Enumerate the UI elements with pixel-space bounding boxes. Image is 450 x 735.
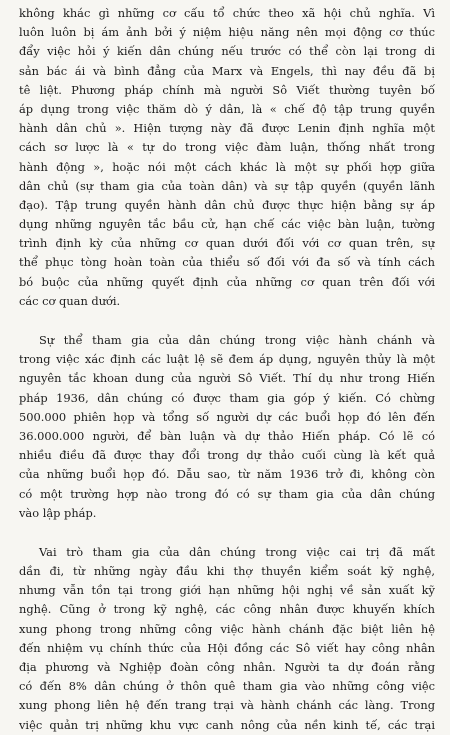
text-line: Vai trò tham gia của dân chúng trong việc cai trị đã mất <box>39 544 435 559</box>
text-line: đẩy việc hỏi ý kiến dân chúng nếu trước có thể còn lại trong di <box>19 44 435 59</box>
text-line: nhưng vẫn tồn tại trong giới hạn những hội nghị về sản xuất kỹ <box>19 583 435 598</box>
paragraph-1 <box>19 4 435 311</box>
text-line: của những buổi họp đó. Dẫu sao, từ năm 1936 trở đi, không còn <box>19 467 435 482</box>
text-line: dần đi, từ những ngày đầu khi thợ thuyền kiểm soát kỹ nghệ, <box>19 564 435 579</box>
text-line: Sự thể tham gia của dân chúng trong việc hành chánh và <box>39 333 435 347</box>
text-line: trình định kỳ của những cơ quan dưới đối với cơ quan trên, sự <box>19 236 435 251</box>
paragraph-3 <box>19 543 435 735</box>
text-line: địa phương và Nghiệp đoàn công nhân. Người ta dự đoán rằng <box>19 660 435 674</box>
text-line: nghệ. Cũng ở trong kỹ nghệ, các công nhân được khuyến khích <box>19 602 435 617</box>
text-line: bó buộc của những quyết định của những cơ quan trên đối với <box>19 274 435 289</box>
text-line: sản bác ái và bình đẳng của Marx và Engels, thì nay đều đã bị <box>19 63 435 78</box>
text-line: trong việc xác định các luật lệ sẽ đem áp dụng, nguyên thủy là một <box>19 352 435 367</box>
text-line: dân chủ (sự tham gia của toàn dân) và sự tập quyền (quyền lãnh <box>19 178 435 193</box>
text-line: thể phục tòng hoàn toàn của thiểu số đối với đa số và tính cách <box>19 255 435 270</box>
text-line: áp dụng trong việc thăm dò ý dân, là « chế độ tập trung quyền <box>19 101 435 116</box>
text-line: xung phong trong những công việc hành chánh đặc biệt liên hệ <box>19 621 435 636</box>
text-line: việc quản trị những khu vực canh nông của nền kinh tế, các trại <box>19 717 435 732</box>
text-line: đến nhiệm vụ chính thức của Hội đồng các Sô viết hay công nhân <box>19 640 435 655</box>
paragraph-2 <box>19 331 435 523</box>
text-line: hành dân chủ ». Hiện tượng này đã được Lenin định nghĩa một <box>19 121 435 136</box>
text-line: không khác gì những cơ cấu tổ chức theo xã hội chủ nghĩa. Vì <box>19 6 435 20</box>
text-line: tê liệt. Phương pháp chính mà người Sô Viết thường tuyên bố <box>19 82 435 97</box>
text-line: vào lập pháp. <box>19 505 97 520</box>
text-line: nhiều điều đã được thay đổi trong dự thảo cuối cùng là kết quả <box>19 448 435 463</box>
text-line: đạo). Tập trung quyền hành dân chủ được thực hiện bằng sự áp <box>19 197 435 212</box>
text-line: nguyên tắc khoan dung của người Sô Viết. Thí dụ như trong Hiến <box>19 371 435 386</box>
text-line: có đến 8% dân chúng ở thôn quê tham gia vào những công việc <box>19 679 435 694</box>
text-line: 36.000.000 người, để bàn luận và dự thảo Hiến pháp. Có lẽ có <box>19 428 435 443</box>
text-line: luôn luôn bị ám ảnh bởi ý niệm hiệu năng nên mọi động cơ thúc <box>19 25 435 40</box>
text-line: hành động », hoặc nói một cách khác là một sự phối hợp giữa <box>19 159 435 174</box>
text-line: dụng những nguyên tắc bầu cử, hạn chế các việc bàn luận, tường <box>19 217 435 232</box>
text-line: pháp 1936, dân chúng có được tham gia góp ý kiến. Có chừng <box>19 390 435 405</box>
text-line: các cơ quan dưới. <box>19 293 121 308</box>
text-line: có một trường hợp nào trong đó có sự tham gia của dân chúng <box>19 486 435 501</box>
text-line: xung phong liên hệ đến trang trại và hành chánh các làng. Trong <box>19 698 435 713</box>
text-line: 500.000 phiên họp và tổng số người dự các buổi họp đó lên đến <box>19 409 435 424</box>
text-line: cách sơ lược là « tự do trong việc đàm luận, thống nhất trong <box>19 140 435 155</box>
